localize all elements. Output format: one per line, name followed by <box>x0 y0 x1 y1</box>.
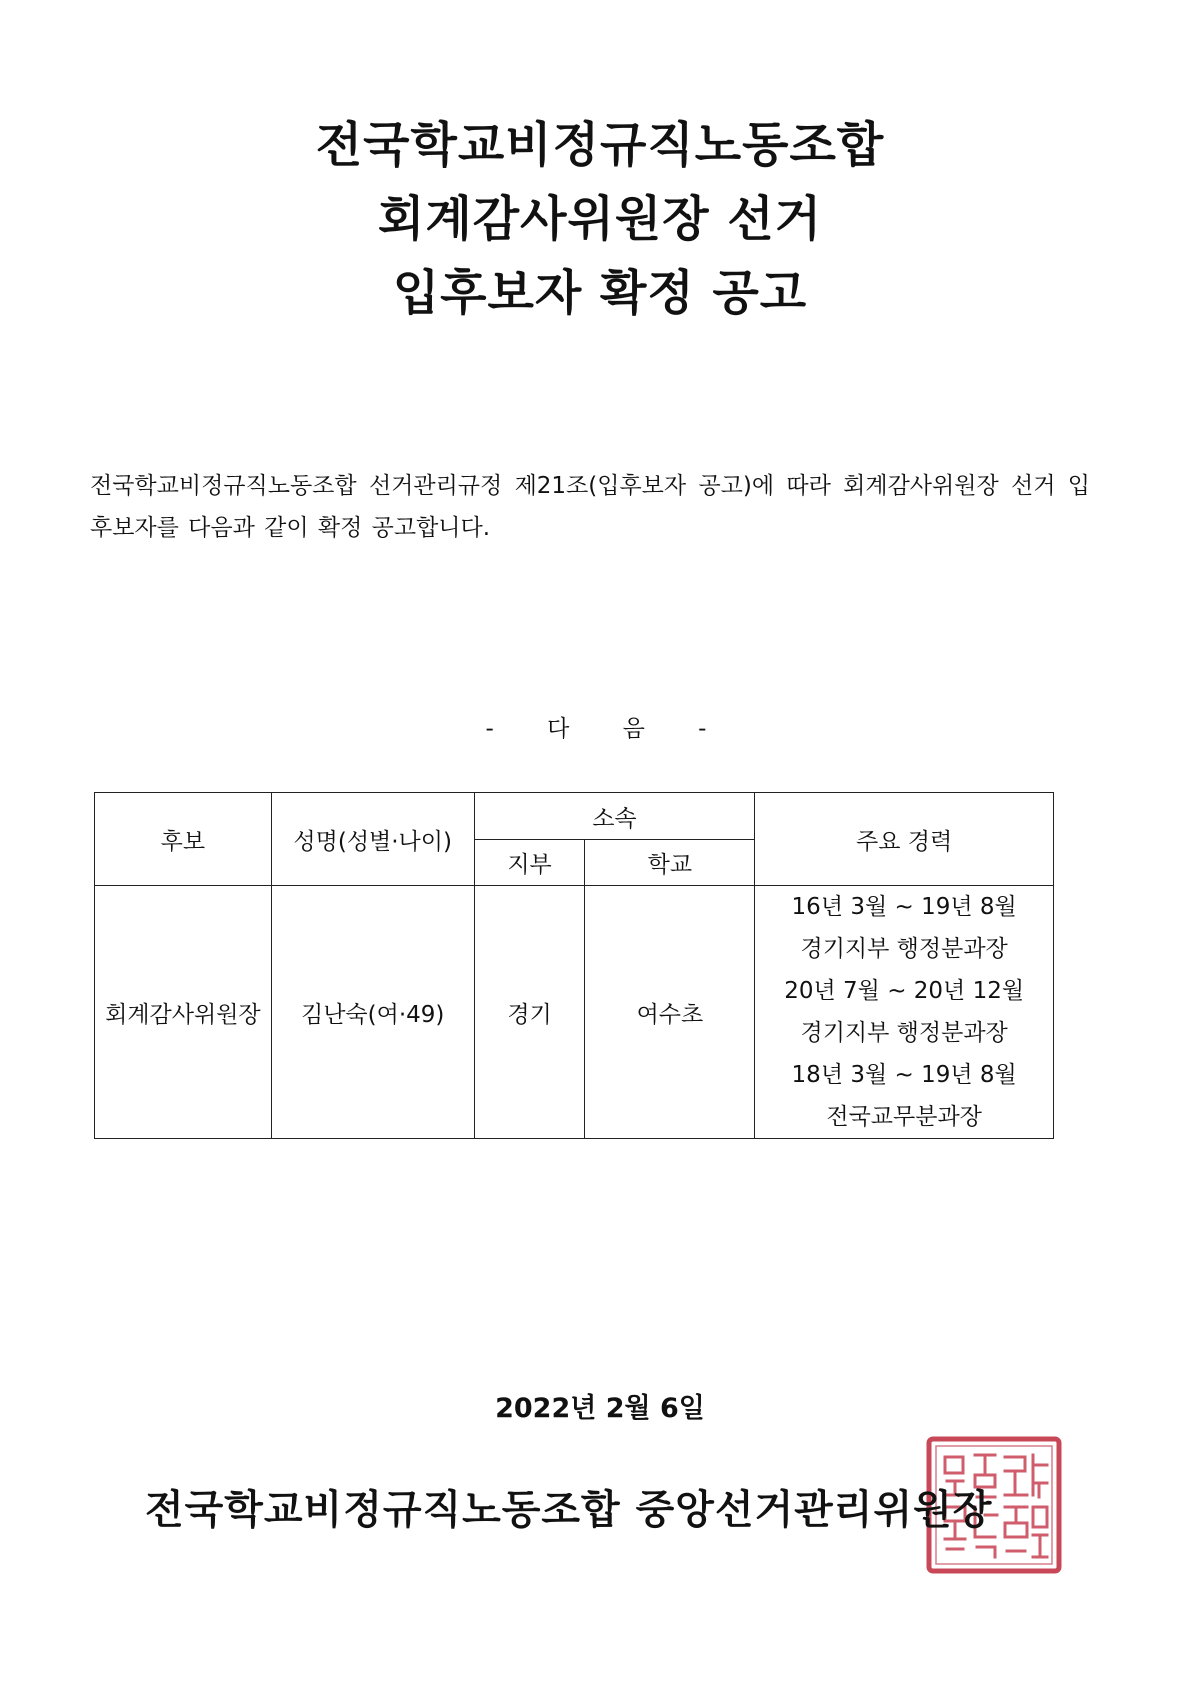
career-line: 경기지부 행정분과장 <box>800 1020 1008 1046</box>
header-candidate: 후보 <box>95 793 272 886</box>
career-line: 20년 7월 ~ 20년 12월 <box>784 978 1025 1004</box>
next-heading: - 다 음 - <box>485 716 715 742</box>
title-line-3: 입후보자 확정 공고 <box>392 265 808 321</box>
intro-paragraph: 전국학교비정규직노동조합 선거관리규정 제21조(입후보자 공고)에 따라 회계감사위원장 선거 입후보자를 다음과 같이 확정 공고합니다. <box>90 473 1090 541</box>
document-title <box>0 108 1200 330</box>
header-branch: 지부 <box>474 840 585 886</box>
header-name: 성명(성별·나이) <box>271 793 474 886</box>
title-line-2: 회계감사위원장 선거 <box>377 191 823 247</box>
career-line: 전국교무분과장 <box>826 1104 982 1130</box>
career-line: 16년 3월 ~ 19년 8월 <box>791 894 1017 920</box>
table-row <box>95 886 1054 1139</box>
cell-branch: 경기 <box>474 886 585 1139</box>
cell-candidate: 회계감사위원장 <box>95 886 272 1139</box>
career-line: 경기지부 행정분과장 <box>800 936 1008 962</box>
career-line: 18년 3월 ~ 19년 8월 <box>791 1062 1017 1088</box>
notice-date: 2022년 2월 6일 <box>495 1393 705 1424</box>
title-line-1: 전국학교비정규직노동조합 <box>315 117 885 173</box>
header-career: 주요 경력 <box>755 793 1054 886</box>
issuer-signature: 전국학교비정규직노동조합 중앙선거관리위원장 <box>145 1487 993 1533</box>
cell-career <box>755 886 1054 1139</box>
candidate-table <box>94 792 1054 1139</box>
cell-school: 여수초 <box>585 886 755 1139</box>
cell-name: 김난숙(여·49) <box>271 886 474 1139</box>
header-school: 학교 <box>585 840 755 886</box>
header-affiliation: 소속 <box>474 793 755 840</box>
